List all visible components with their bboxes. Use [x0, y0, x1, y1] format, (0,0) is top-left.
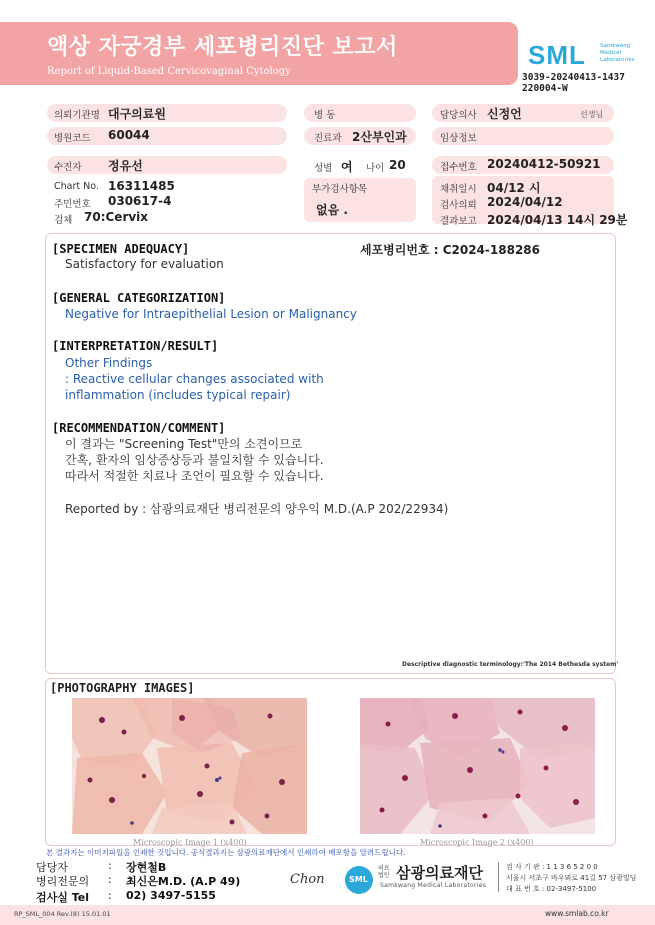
result-value: 2024/04/13 14시 29분: [487, 213, 628, 227]
request-value: 2024/04/12: [487, 195, 563, 209]
signature: Chon: [290, 872, 325, 887]
tel-label: 검사실 Tel: [36, 891, 89, 904]
report-title: 액상 자궁경부 세포병리진단 보고서: [47, 35, 398, 60]
foundation-name-en: Samkwang Medical Laboratories: [380, 882, 487, 889]
foundation-address: 서울시 서초구 바우뫼로 41길 57 삼광빌딩: [506, 874, 637, 882]
receipt-value: 20240412-50921: [487, 157, 601, 171]
patient-value: 정유선: [108, 159, 143, 173]
manager-colon: :: [108, 859, 112, 872]
interpretation-title: [INTERPRETATION/RESULT]: [52, 339, 219, 353]
foundation-phone: 대 표 번 호 : 02-3497-5100: [506, 885, 597, 893]
adequacy-text: Satisfactory for evaluation: [65, 257, 224, 271]
pathologist-colon: :: [108, 873, 112, 886]
adequacy-title: [SPECIMEN ADEQUACY]: [52, 242, 190, 256]
category-title: [GENERAL CATEGORIZATION]: [52, 291, 226, 305]
pathologist-value: 최신은M.D. (A.P 49): [126, 875, 241, 888]
chart-label: Chart No.: [54, 181, 99, 192]
image-1-caption: Microscopic Image 1 (x400): [133, 838, 247, 847]
pathologist-label: 병리전문의: [36, 875, 90, 888]
report-subtitle: Report of Liquid-Based Cervicovaginal Cytology: [47, 66, 291, 77]
recommendation-line-3: 따라서 적절한 치료나 조언이 필요할 수 있습니다.: [65, 469, 324, 483]
recommendation-title: [RECOMMENDATION/COMMENT]: [52, 421, 226, 435]
reported-by: Reported by : 삼광의료재단 병리전문의 양우익 M.D.(A.P 202/22934): [65, 502, 449, 516]
photography-title: [PHOTOGRAPHY IMAGES]: [50, 681, 195, 695]
interpretation-line-3: inflammation (includes typical repair): [65, 388, 291, 402]
sml-logo: SML: [528, 40, 586, 70]
result-label: 결과보고: [440, 216, 477, 227]
microscopic-image-2: [360, 698, 595, 834]
microscopic-image-1: [72, 698, 307, 834]
recommendation-line-2: 간혹, 환자의 임상증상등과 불일치할 수 있습니다.: [65, 453, 324, 467]
print-notice: 본 결과지는 이미지파일을 인쇄한 것입니다. 공식결과지는 삼광의료재단에서 인쇄하여 배포함을 알려드립니다.: [46, 848, 406, 857]
institution-code: 검 사 기 관 : 1 1 3 6 5 2 0 0: [506, 863, 598, 871]
patient-label: 수진자: [54, 162, 82, 173]
extra-test-label: 부가검사항목: [312, 184, 368, 195]
age-value: 20: [389, 158, 406, 172]
tel-colon: :: [108, 889, 112, 902]
ward-label: 병 동: [314, 110, 336, 121]
institution-label: 의뢰기관명: [54, 110, 100, 121]
institution-value: 대구의료원: [108, 107, 166, 121]
extra-test-value: 없음 .: [316, 203, 348, 217]
age-label: 나이: [366, 163, 385, 174]
category-text: Negative for Intraepithelial Lesion or Malignancy: [65, 307, 357, 321]
rrn-value: 030617-4: [108, 194, 172, 208]
specimen-label: 검체: [54, 215, 73, 226]
footer-divider: [498, 862, 499, 892]
dept-label: 진료과: [314, 133, 342, 144]
rrn-label: 주민번호: [54, 199, 91, 210]
specimen-value: 70:Cervix: [84, 210, 149, 224]
interpretation-line-2: : Reactive cellular changes associated with: [65, 372, 324, 386]
hospital-code-label: 병원코드: [54, 133, 91, 144]
terminology-note: Descriptive diagnostic terminology:'The 2014 Bethesda system': [402, 661, 619, 668]
form-code: RP_SML_004 Rev.(8) 15.01.01: [14, 910, 111, 918]
receipt-label: 접수번호: [440, 162, 477, 173]
pathology-number: 세포병리번호 : C2024-188286: [360, 243, 540, 257]
hospital-code-value: 60044: [108, 128, 150, 142]
manager-label: 담당자: [36, 861, 68, 874]
tel-value: 02) 3497-5155: [126, 889, 216, 902]
doctor-suffix: 선생님: [580, 110, 604, 119]
sex-label: 성별: [314, 163, 333, 174]
interpretation-line-1: Other Findings: [65, 356, 153, 370]
registration-number: 3039-20240413-1437 220004-W: [522, 72, 625, 94]
manager-value: 장현철B: [126, 861, 167, 874]
website-link[interactable]: www.smlab.co.kr: [545, 909, 609, 918]
foundation-name: 삼광의료재단: [396, 864, 483, 882]
collect-value: 04/12 시: [487, 181, 541, 195]
sml-logo-subtitle: Samkwang Medical Laboratories: [600, 43, 635, 63]
doctor-label: 담당의사: [440, 110, 477, 121]
foundation-corp-label: 의료 법인: [378, 865, 390, 879]
patient-row: [47, 156, 287, 174]
foundation-logo-text: SML: [349, 875, 368, 884]
recommendation-line-1: 이 결과는 "Screening Test"만의 소견이므로: [65, 437, 303, 451]
request-label: 검사의뢰: [440, 200, 477, 211]
chart-value: 16311485: [108, 179, 175, 193]
dept-value: 2산부인과: [352, 130, 407, 144]
collect-label: 채취일시: [440, 184, 477, 195]
doctor-value: 신정언: [487, 107, 522, 121]
clinical-label: 임상정보: [440, 133, 477, 144]
sex-value: 여: [341, 160, 353, 174]
image-2-caption: Microscopic Image 2 (x400): [420, 838, 534, 847]
